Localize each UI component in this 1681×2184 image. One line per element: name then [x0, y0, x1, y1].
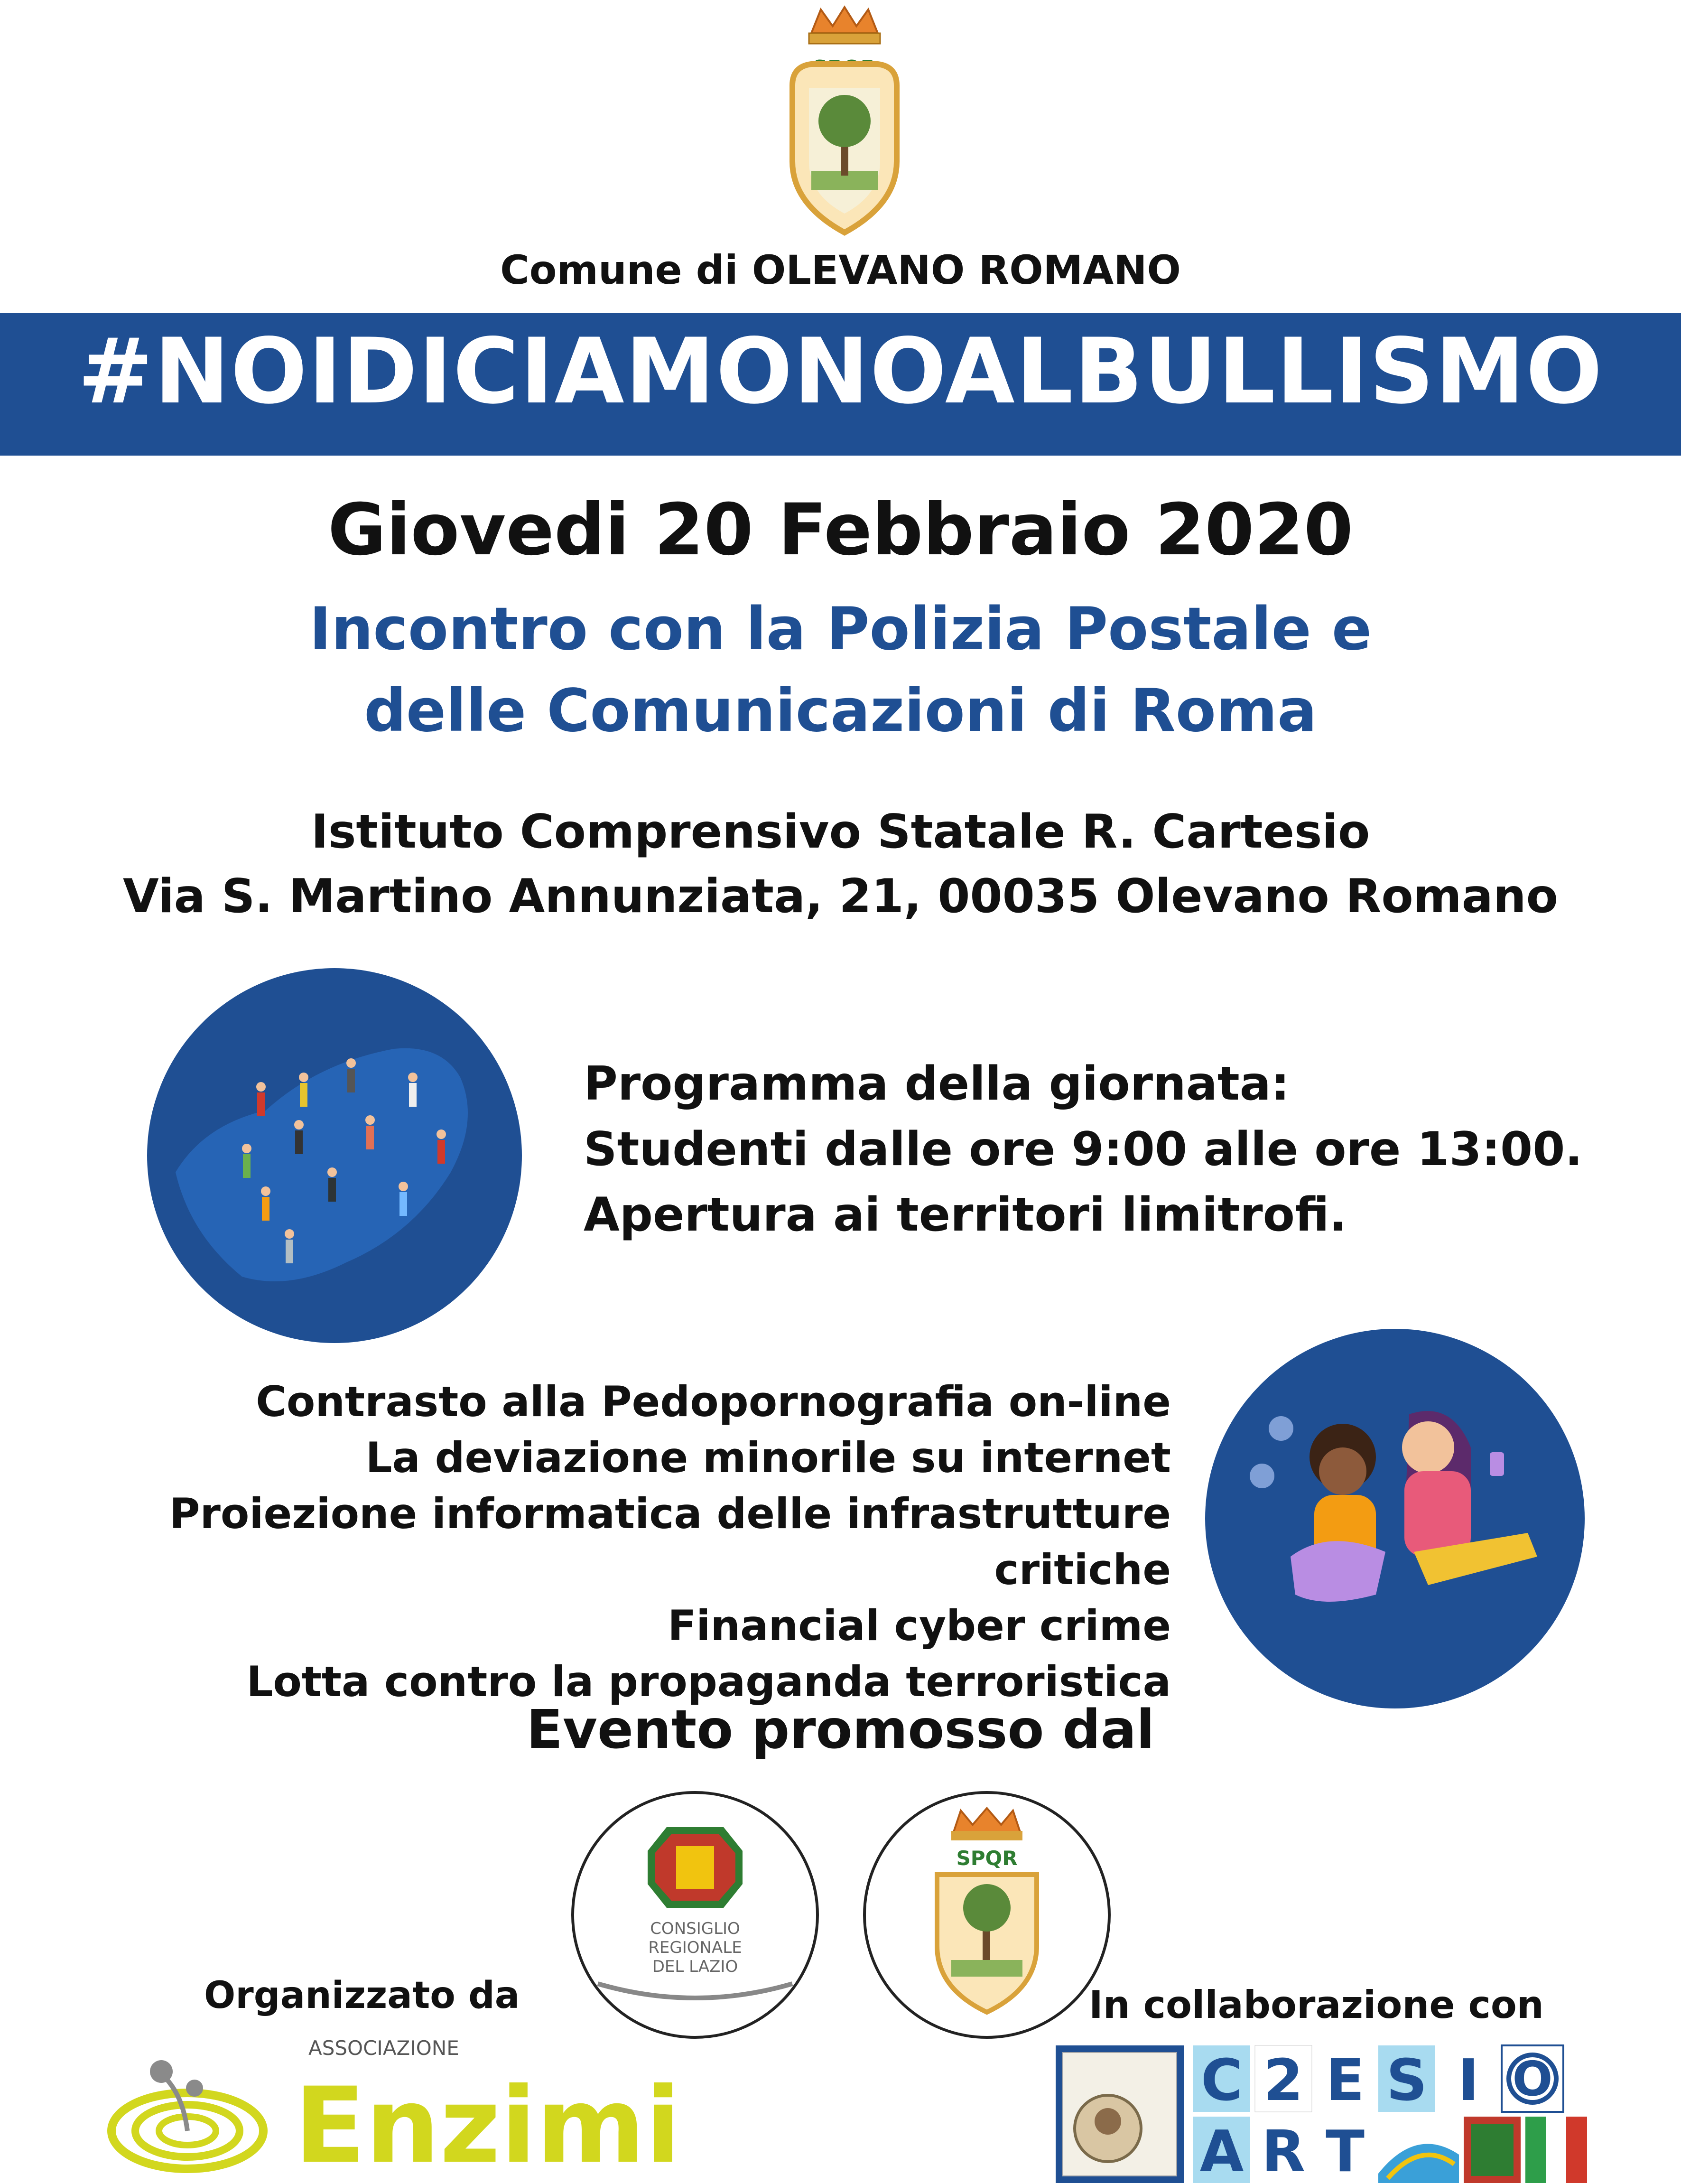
partner-letter-t: T	[1326, 2119, 1365, 2184]
collaboration-label: In collaborazione con	[1089, 1983, 1544, 2027]
program-title: Programma della giornata:	[584, 1057, 1290, 1111]
event-subtitle-line1: Incontro con la Polizia Postale e	[309, 595, 1372, 663]
partner-letter-i: I	[1458, 2048, 1479, 2114]
topic-item: Lotta contro la propaganda terroristica	[246, 1657, 1171, 1706]
partners-logos	[1056, 2045, 1587, 2183]
topic-item: Proiezione informatica delle infrastrutture critiche	[169, 1489, 1171, 1594]
venue-name: Istituto Comprensivo Statale R. Cartesio	[311, 805, 1370, 859]
partner-letter-s: S	[1386, 2048, 1428, 2114]
event-subtitle	[0, 588, 1681, 752]
council-name-line2: REGIONALE	[648, 1938, 742, 1957]
partner-letter-2: 2	[1263, 2048, 1303, 2114]
promoted-by-label: Evento promosso dal	[526, 1699, 1155, 1761]
municipality-name: Comune di OLEVANO ROMANO	[500, 247, 1181, 293]
hashtag-text: #NOIDICIAMONOALBULLISMO	[77, 319, 1604, 424]
sad-kids-illustration	[1205, 1329, 1585, 1708]
venue-address: Via S. Martino Annunziata, 21, 00035 Olevano Romano	[122, 869, 1559, 924]
program-block	[584, 1051, 1583, 1248]
organized-by-label: Organizzato da	[204, 1974, 520, 2017]
council-name-line3: DEL LAZIO	[652, 1957, 738, 1976]
enzimi-name: Enzimi	[294, 2065, 681, 2184]
program-opening: Apertura ai territori limitrofi.	[584, 1188, 1347, 1242]
venue-info	[0, 800, 1681, 929]
council-name-line1: CONSIGLIO	[650, 1919, 740, 1938]
enzimi-small-label: ASSOCIAZIONE	[308, 2036, 459, 2060]
partner-letter-e: E	[1326, 2048, 1365, 2114]
topic-item: Financial cyber crime	[668, 1601, 1171, 1650]
partner-letter-a: A	[1199, 2119, 1244, 2184]
topic-item: Contrasto alla Pedopornografia on-line	[256, 1377, 1171, 1426]
associazione-enzimi-logo	[104, 2036, 681, 2184]
partner-letter-c: C	[1200, 2048, 1243, 2114]
olevano-crest-logo	[783, 5, 906, 242]
people-network-illustration	[147, 968, 522, 1343]
program-students-hours: Studenti dalle ore 9:00 alle ore 13:00.	[584, 1122, 1583, 1176]
event-subtitle-line2: delle Comunicazioni di Roma	[364, 677, 1317, 745]
partner-letter-o: O	[1512, 2051, 1553, 2107]
consiglio-regionale-lazio-logo	[569, 1789, 821, 2041]
topics-list	[0, 1374, 1171, 1710]
event-date: Giovedi 20 Febbraio 2020	[327, 489, 1354, 571]
olevano-crest-circle-logo	[861, 1789, 1113, 2041]
topic-item: La deviazione minorile su internet	[365, 1433, 1171, 1482]
partner-letter-r: R	[1261, 2119, 1306, 2184]
crest-spqr-text: SPQR	[956, 1847, 1018, 1870]
